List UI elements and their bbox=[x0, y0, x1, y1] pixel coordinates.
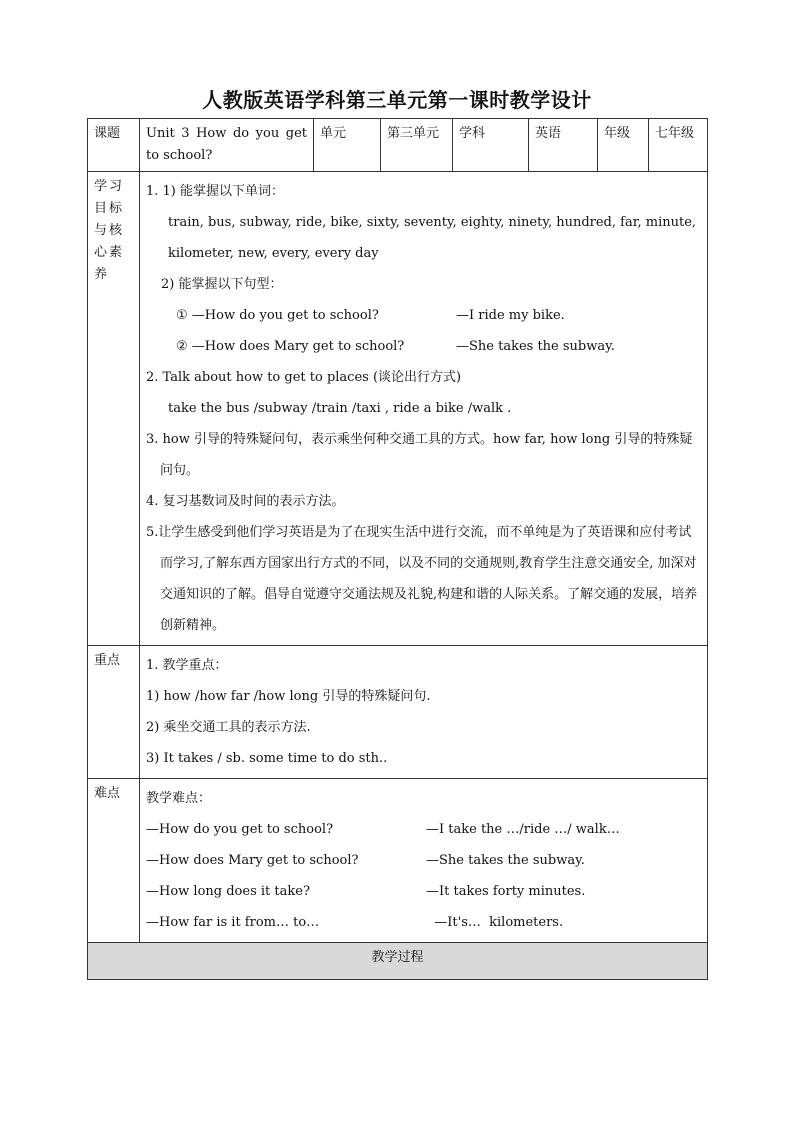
page-title: 人教版英语学科第三单元第一课时教学设计 bbox=[202, 88, 592, 112]
pattern-2-answer: —She takes the subway. bbox=[456, 339, 615, 354]
pattern-row-1 bbox=[146, 300, 701, 331]
objective-words-line-2: kilometer, new, every, every day bbox=[168, 246, 379, 261]
objective-1-title: 1. 1) 能掌握以下单词： bbox=[146, 184, 285, 199]
difficulty-2-answer: —She takes the subway. bbox=[426, 853, 585, 868]
difficulties-label: 难点 bbox=[88, 779, 140, 943]
difficulty-row-2 bbox=[146, 845, 701, 876]
difficulty-row-3 bbox=[146, 876, 701, 907]
topic-value: Unit 3 How do you get to school? bbox=[140, 119, 314, 172]
topic-label: 课题 bbox=[88, 119, 140, 172]
process-row bbox=[88, 943, 708, 980]
difficulty-3-question: —How long does it take? bbox=[146, 884, 310, 899]
difficulty-3-answer: —It takes forty minutes. bbox=[426, 884, 586, 899]
difficulty-row-1 bbox=[146, 814, 701, 845]
key-point-3: 3) It takes / sb. some time to do sth.. bbox=[146, 751, 388, 766]
difficulty-4-answer: —It's… kilometers. bbox=[426, 915, 564, 930]
objective-4: 4. 复习基数词及时间的表示方法。 bbox=[146, 494, 345, 509]
objectives-content bbox=[140, 172, 708, 646]
header-row bbox=[88, 119, 708, 172]
pattern-1-question: ① —How do you get to school? bbox=[176, 308, 379, 323]
lesson-plan-table bbox=[87, 118, 708, 980]
objective-1-sub-2: 2) 能掌握以下句型： bbox=[161, 277, 283, 292]
objective-3: 3. how 引导的特殊疑问句，表示乘坐何种交通工具的方式。how far, how long 引导的特殊疑问句。 bbox=[146, 432, 693, 478]
difficulty-4-question: —How far is it from… to… bbox=[146, 915, 320, 930]
pattern-2-question: ② —How does Mary get to school? bbox=[176, 339, 405, 354]
key-points-heading: 1. 教学重点： bbox=[146, 658, 228, 673]
subject-value: 英语 bbox=[529, 119, 598, 172]
unit-label: 单元 bbox=[314, 119, 381, 172]
key-points-row bbox=[88, 646, 708, 779]
difficulty-1-answer: —I take the …/ride …/ walk… bbox=[426, 822, 620, 837]
objective-words-line-1: train, bus, subway, ride, bike, sixty, seventy, eighty, ninety, hundred, far, minute, bbox=[168, 215, 697, 230]
key-points-content bbox=[140, 646, 708, 779]
key-points-label: 重点 bbox=[88, 646, 140, 779]
key-point-2: 2) 乘坐交通工具的表示方法. bbox=[146, 720, 311, 735]
pattern-row-2 bbox=[146, 331, 701, 362]
key-point-1: 1) how /how far /how long 引导的特殊疑问句. bbox=[146, 689, 431, 704]
objective-2: 2. Talk about how to get to places (谈论出行方式) bbox=[146, 370, 462, 385]
objectives-row bbox=[88, 172, 708, 646]
objectives-label: 学习目标与核心素养 bbox=[88, 172, 140, 646]
difficulty-2-question: —How does Mary get to school? bbox=[146, 853, 359, 868]
difficulties-row bbox=[88, 779, 708, 943]
objective-2-sub: take the bus /subway /train /taxi , ride a bike /walk . bbox=[168, 401, 512, 416]
grade-label: 年级 bbox=[598, 119, 649, 172]
subject-label: 学科 bbox=[453, 119, 529, 172]
difficulties-heading: 教学难点： bbox=[146, 791, 212, 806]
process-label: 教学过程 bbox=[88, 943, 708, 980]
unit-value: 第三单元 bbox=[381, 119, 453, 172]
difficulty-row-4 bbox=[146, 907, 701, 938]
objective-5: 5.让学生感受到他们学习英语是为了在现实生活中进行交流，而不单纯是为了英语课和应付考试而学习,了解东西方国家出行方式的不同，以及不同的交通规则,教育学生注意交通安全, 加深对交通知识的了解。倡导自觉遵守交通法规及礼貌,构建和谐的人际关系。了解交通的发展，培养创新精神。 bbox=[146, 525, 698, 633]
difficulties-content bbox=[140, 779, 708, 943]
grade-value: 七年级 bbox=[649, 119, 708, 172]
pattern-1-answer: —I ride my bike. bbox=[456, 308, 565, 323]
difficulty-1-question: —How do you get to school? bbox=[146, 822, 334, 837]
